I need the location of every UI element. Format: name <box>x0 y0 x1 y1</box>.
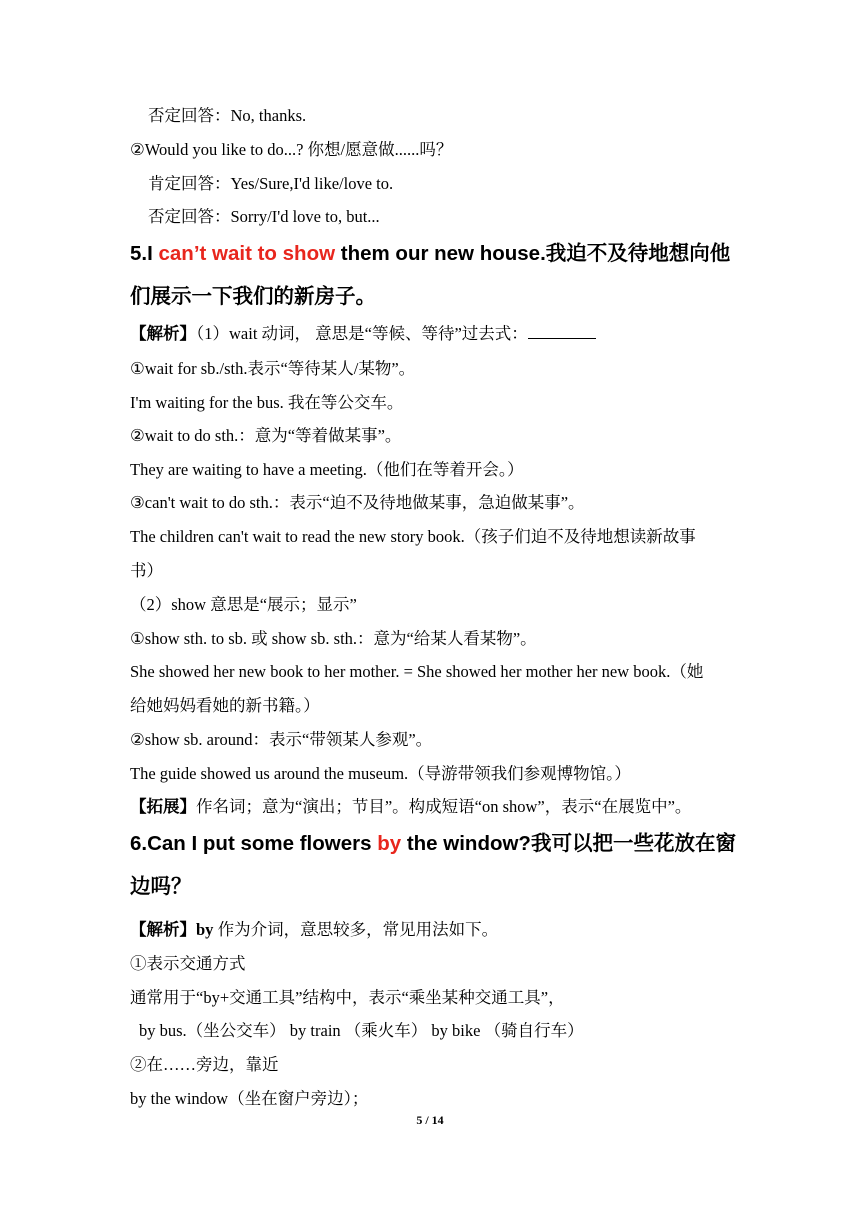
text-line: ①wait for sb./sth.表示“等待某人/某物”。 <box>130 359 416 378</box>
text-line: The children can't wait to read the new story book.（孩子们迫不及待地想读新故事 <box>130 527 696 546</box>
highlighted-phrase: can’t wait to show <box>158 242 336 265</box>
fill-in-blank <box>528 324 596 339</box>
text-line: ②Would you like to do...? 你想/愿意做......吗？ <box>130 140 453 159</box>
text-line: She showed her new book to her mother. = She showed her mother her new book.（她 <box>130 662 704 681</box>
text-line: 肯定回答：Yes/Sure,I'd like/love to. <box>148 174 394 193</box>
text-line: by the window（坐在窗户旁边）； <box>130 1089 369 1108</box>
text-line: 书） <box>130 561 163 580</box>
page-number: 5 / 14 <box>416 1113 444 1127</box>
text-line: 否定回答：No, thanks. <box>148 106 307 125</box>
text-line: 给她妈妈看她的新书籍。） <box>130 696 320 715</box>
text-line: The guide showed us around the museum.（导游带领我们参观博物馆。） <box>130 764 631 783</box>
text-line: ②在……旁边，靠近 <box>130 1055 279 1074</box>
analysis-tag: 【解析】 <box>130 920 196 939</box>
analysis-line: 【解析】by 作为介词，意思较多，常见用法如下。 <box>130 920 499 939</box>
text-line: ①表示交通方式 <box>130 954 246 973</box>
extend-line: 【拓展】作名词；意为“演出；节目”。构成短语“on show”，表示“在展览中”。 <box>130 797 692 816</box>
highlighted-word: by <box>377 832 402 855</box>
section-heading-6: 6.Can I put some flowers by the window?我可以把一些花放在窗 <box>130 832 736 855</box>
text-line: ①show sth. to sb. 或 show sb. sth.：意为“给某人看某物”。 <box>130 629 537 648</box>
text-line: I'm waiting for the bus. 我在等公交车。 <box>130 393 404 412</box>
keyword: by <box>196 920 214 939</box>
section-heading-6-cont: 边吗？ <box>130 875 192 898</box>
section-heading-5: 5.I can’t wait to show them our new house.我迫不及待地想向他 <box>130 242 731 265</box>
text-line: ②show sb. around：表示“带领某人参观”。 <box>130 730 433 749</box>
section-heading-5-cont: 们展示一下我们的新房子。 <box>130 285 376 308</box>
analysis-line: 【解析】（1）wait 动词， 意思是“等候、等待”过去式： <box>130 323 596 345</box>
extend-tag: 【拓展】 <box>130 797 196 816</box>
analysis-tag: 【解析】 <box>130 324 196 343</box>
text-line: 否定回答：Sorry/I'd love to, but... <box>148 207 380 226</box>
text-line: by bus.（坐公交车） by train （乘火车） by bike （骑自行车） <box>139 1021 584 1040</box>
text-line: ③can't wait to do sth.：表示“迫不及待地做某事，急迫做某事”。 <box>130 493 585 512</box>
text-line: （2）show 意思是“展示；显示” <box>130 595 357 614</box>
text-line: 通常用于“by+交通工具”结构中，表示“乘坐某种交通工具”， <box>130 988 565 1007</box>
text-line: ②wait to do sth.：意为“等着做某事”。 <box>130 426 402 445</box>
text-line: They are waiting to have a meeting.（他们在等着开会。） <box>130 460 524 479</box>
